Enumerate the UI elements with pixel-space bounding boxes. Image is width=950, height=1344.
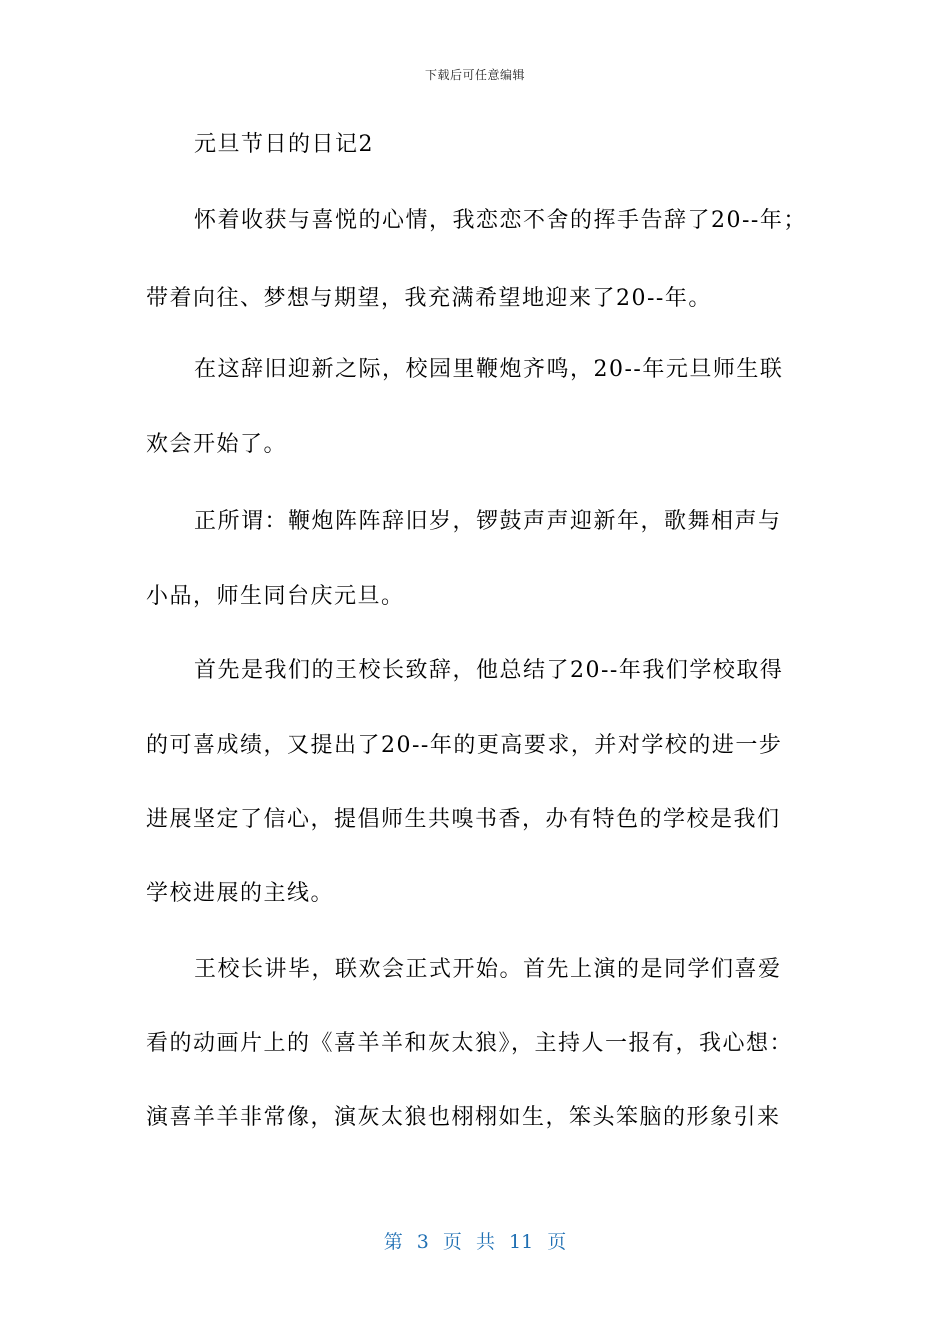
paragraph-line: 演喜羊羊非常像，演灰太狼也栩栩如生，笨头笨脑的形象引来: [146, 1105, 781, 1130]
paragraph-line: 正所谓：鞭炮阵阵辞旧岁，锣鼓声声迎新年，歌舞相声与: [194, 509, 782, 534]
paragraph-line: 带着向往、梦想与期望，我充满希望地迎来了20--年。: [146, 286, 712, 311]
paragraph-line: 小品，师生同台庆元旦。: [146, 584, 405, 609]
paragraph-line: 首先是我们的王校长致辞，他总结了20--年我们学校取得: [194, 658, 784, 683]
paragraph-line: 看的动画片上的《喜羊羊和灰太狼》，主持人一报有，我心想：: [146, 1031, 794, 1056]
paragraph-line: 欢会开始了。: [146, 432, 288, 457]
paragraph-line: 的可喜成绩，又提出了20--年的更高要求，并对学校的进一步: [146, 733, 783, 758]
paragraph-line: 进展坚定了信心，提倡师生共嗅书香，办有特色的学校是我们: [146, 807, 781, 832]
page-header: 下载后可任意编辑: [424, 68, 525, 82]
document-title: 元旦节日的日记2: [194, 132, 374, 157]
page-number-footer: 第 3 页 共 11 页: [383, 1231, 567, 1253]
paragraph-line: 学校进展的主线。: [146, 881, 335, 906]
paragraph-line: 王校长讲毕，联欢会正式开始。首先上演的是同学们喜爱: [194, 957, 782, 982]
paragraph-line: 怀着收获与喜悦的心情，我恋恋不舍的挥手告辞了20--年；: [194, 208, 807, 233]
paragraph-line: 在这辞旧迎新之际，校园里鞭炮齐鸣，20--年元旦师生联: [194, 357, 784, 382]
